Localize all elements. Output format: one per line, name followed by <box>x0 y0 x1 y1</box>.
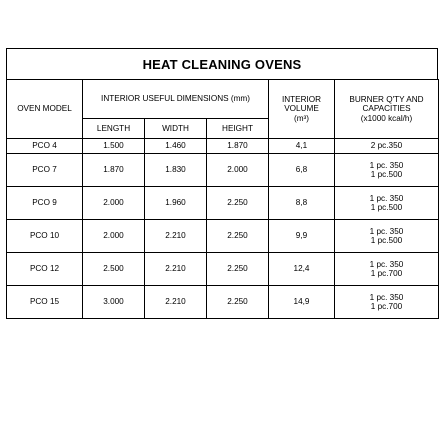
cell-volume: 6,8 <box>269 154 335 187</box>
cell-height: 2.000 <box>207 154 269 187</box>
oven-spec-table <box>6 79 439 319</box>
cell-model: PCO 7 <box>7 154 83 187</box>
cell-height: 2.250 <box>207 253 269 286</box>
oven-spec-sheet <box>6 48 438 319</box>
header-interior-volume-unit: (m³) <box>294 113 309 123</box>
cell-height: 2.250 <box>207 187 269 220</box>
cell-width: 2.210 <box>145 220 207 253</box>
table-row <box>7 154 439 187</box>
cell-burner <box>335 154 439 187</box>
cell-width: 2.210 <box>145 286 207 319</box>
header-width: WIDTH <box>145 119 207 139</box>
table-row <box>7 286 439 319</box>
cell-burner-line2: 1 pc.500 <box>370 170 403 179</box>
cell-width: 1.960 <box>145 187 207 220</box>
header-length: LENGTH <box>83 119 145 139</box>
cell-burner-line1: 1 pc. 350 <box>369 193 404 203</box>
cell-burner <box>335 253 439 286</box>
header-interior-volume <box>269 80 335 139</box>
cell-width: 2.210 <box>145 253 207 286</box>
table-row <box>7 220 439 253</box>
table-row <box>7 187 439 220</box>
cell-volume: 12,4 <box>269 253 335 286</box>
cell-length: 2.500 <box>83 253 145 286</box>
cell-model: PCO 10 <box>7 220 83 253</box>
header-row <box>7 80 439 119</box>
cell-burner-line2: 1 pc.500 <box>370 236 403 245</box>
cell-width: 1.830 <box>145 154 207 187</box>
table-title: HEAT CLEANING OVENS <box>6 48 438 79</box>
cell-height: 1.870 <box>207 139 269 154</box>
header-burner-label: BURNER Q'TY AND CAPACITIES <box>349 94 424 114</box>
cell-burner-line2: 1 pc.700 <box>370 302 403 311</box>
cell-length: 2.000 <box>83 187 145 220</box>
cell-volume: 8,8 <box>269 187 335 220</box>
cell-burner-line1: 1 pc. 350 <box>369 292 404 302</box>
cell-volume: 4,1 <box>269 139 335 154</box>
cell-model: PCO 9 <box>7 187 83 220</box>
cell-burner <box>335 187 439 220</box>
header-interior-dimensions: INTERIOR USEFUL DIMENSIONS (mm) <box>83 80 269 119</box>
table-row <box>7 253 439 286</box>
cell-burner <box>335 220 439 253</box>
cell-burner: 2 pc.350 <box>335 139 439 154</box>
cell-volume: 14,9 <box>269 286 335 319</box>
cell-burner-line1: 1 pc. 350 <box>369 259 404 269</box>
cell-burner-line1: 1 pc. 350 <box>369 160 404 170</box>
cell-volume: 9,9 <box>269 220 335 253</box>
header-height: HEIGHT <box>207 119 269 139</box>
cell-length: 1.500 <box>83 139 145 154</box>
header-burner <box>335 80 439 139</box>
cell-model: PCO 12 <box>7 253 83 286</box>
cell-model: PCO 15 <box>7 286 83 319</box>
header-interior-volume-label: INTERIOR VOLUME <box>281 94 322 114</box>
header-burner-unit: (x1000 kcal/h) <box>360 113 413 123</box>
cell-length: 2.000 <box>83 220 145 253</box>
cell-model: PCO 4 <box>7 139 83 154</box>
cell-burner-line2: 1 pc.700 <box>370 269 403 278</box>
cell-burner-line1: 1 pc. 350 <box>369 226 404 236</box>
cell-burner <box>335 286 439 319</box>
cell-length: 1.870 <box>83 154 145 187</box>
table-row <box>7 139 439 154</box>
cell-height: 2.250 <box>207 286 269 319</box>
header-oven-model: OVEN MODEL <box>7 80 83 139</box>
cell-length: 3.000 <box>83 286 145 319</box>
cell-height: 2.250 <box>207 220 269 253</box>
cell-burner-line2: 1 pc.500 <box>370 203 403 212</box>
cell-width: 1.460 <box>145 139 207 154</box>
